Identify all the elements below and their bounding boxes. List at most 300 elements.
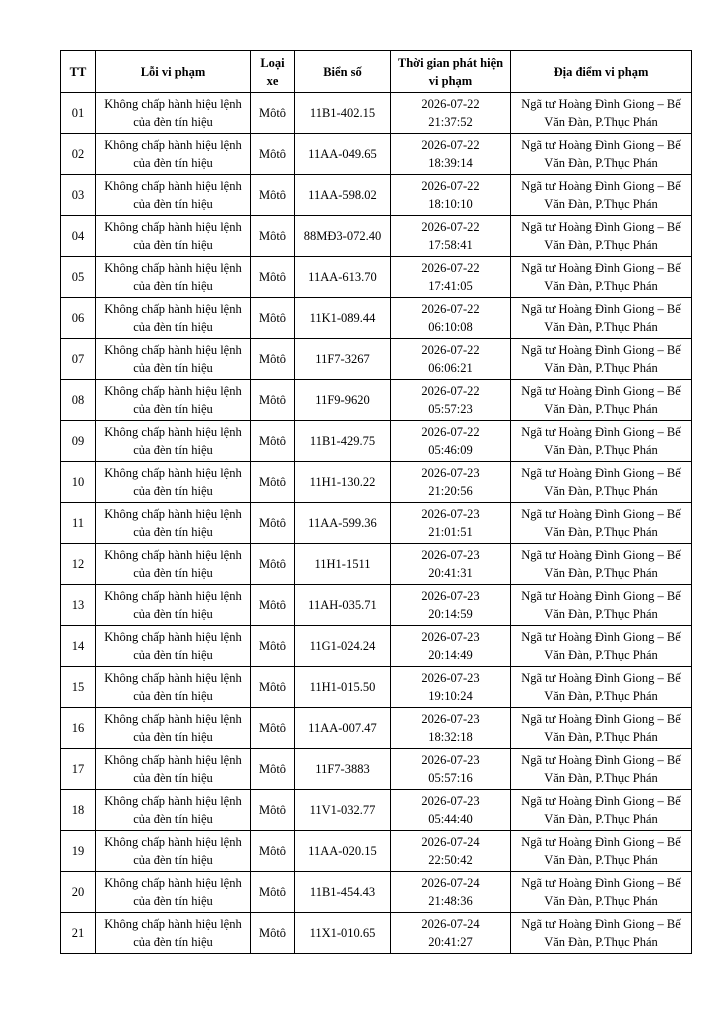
cell-time: [391, 790, 511, 831]
cell-time-time: 18:10:10: [428, 197, 473, 211]
cell-time: [391, 380, 511, 421]
table-row: [61, 749, 692, 790]
cell-violation-violation: Không chấp hành hiệu lệnh của đèn tín hiệu: [104, 343, 242, 375]
cell-tt: [61, 831, 96, 872]
cell-plate: [295, 790, 391, 831]
cell-violation: [96, 585, 251, 626]
cell-tt-tt: 05: [71, 270, 85, 284]
table-row: [61, 93, 692, 134]
cell-location-location: Ngã tư Hoàng Đình Giong – Bế Văn Đàn, P.Thục Phán: [521, 343, 681, 375]
cell-vehicle-type: [251, 749, 295, 790]
cell-plate-plate: 11AH-035.71: [308, 598, 377, 612]
cell-location-location: Ngã tư Hoàng Đình Giong – Bế Văn Đàn, P.Thục Phán: [521, 179, 681, 211]
cell-time-time: 18:39:14: [428, 156, 473, 170]
cell-violation-violation: Không chấp hành hiệu lệnh của đèn tín hiệu: [104, 466, 242, 498]
table-row: [61, 585, 692, 626]
cell-plate-plate: 11B1-402.15: [309, 106, 376, 120]
cell-vehicle-type-vehicle: Môtô: [258, 311, 287, 325]
header-tt: TT: [61, 51, 96, 93]
cell-violation: [96, 339, 251, 380]
cell-location: [511, 462, 692, 503]
cell-violation: [96, 667, 251, 708]
cell-tt: [61, 708, 96, 749]
cell-vehicle-type-vehicle: Môtô: [258, 270, 287, 284]
cell-time: [391, 462, 511, 503]
cell-time-date: 2026-07-23: [421, 507, 480, 521]
cell-time-date: 2026-07-22: [421, 138, 480, 152]
cell-time: [391, 503, 511, 544]
cell-time-date: 2026-07-23: [421, 794, 480, 808]
cell-location: [511, 749, 692, 790]
cell-time-date: 2026-07-23: [421, 589, 480, 603]
cell-tt-tt: 04: [71, 229, 85, 243]
cell-location: [511, 831, 692, 872]
cell-violation: [96, 175, 251, 216]
cell-time-time: 21:01:51: [428, 525, 473, 539]
cell-time: [391, 831, 511, 872]
cell-tt-tt: 19: [71, 844, 85, 858]
cell-tt: [61, 134, 96, 175]
cell-vehicle-type-vehicle: Môtô: [258, 803, 287, 817]
cell-location: [511, 298, 692, 339]
cell-violation-violation: Không chấp hành hiệu lệnh của đèn tín hiệu: [104, 917, 242, 949]
cell-time-time: 05:57:23: [428, 402, 473, 416]
cell-plate: [295, 831, 391, 872]
cell-vehicle-type: [251, 339, 295, 380]
table-body: [61, 93, 692, 954]
cell-location: [511, 872, 692, 913]
cell-vehicle-type-vehicle: Môtô: [258, 844, 287, 858]
cell-time-date: 2026-07-23: [421, 712, 480, 726]
cell-time: [391, 749, 511, 790]
cell-time-time: 21:20:56: [428, 484, 473, 498]
cell-location: [511, 175, 692, 216]
cell-plate-plate: 11AA-613.70: [308, 270, 377, 284]
cell-plate-plate: 11F9-9620: [315, 393, 370, 407]
cell-violation-violation: Không chấp hành hiệu lệnh của đèn tín hiệu: [104, 876, 242, 908]
table-row: [61, 462, 692, 503]
cell-time-date: 2026-07-23: [421, 548, 480, 562]
cell-tt: [61, 257, 96, 298]
cell-plate-plate: 11F7-3267: [315, 352, 370, 366]
cell-vehicle-type: [251, 544, 295, 585]
cell-plate-plate: 11AA-598.02: [308, 188, 377, 202]
table-row: [61, 626, 692, 667]
cell-violation: [96, 544, 251, 585]
cell-violation-violation: Không chấp hành hiệu lệnh của đèn tín hiệu: [104, 261, 242, 293]
cell-plate-plate: 11H1-015.50: [309, 680, 376, 694]
table-row: [61, 790, 692, 831]
cell-violation: [96, 749, 251, 790]
cell-plate: [295, 134, 391, 175]
cell-time-date: 2026-07-24: [421, 835, 480, 849]
cell-time: [391, 913, 511, 954]
cell-time: [391, 421, 511, 462]
cell-plate-plate: 88MĐ3-072.40: [303, 229, 382, 243]
cell-vehicle-type-vehicle: Môtô: [258, 229, 287, 243]
cell-time: [391, 544, 511, 585]
cell-tt-tt: 02: [71, 147, 85, 161]
cell-vehicle-type: [251, 134, 295, 175]
cell-violation: [96, 93, 251, 134]
cell-tt: [61, 339, 96, 380]
cell-tt-tt: 12: [71, 557, 85, 571]
cell-vehicle-type: [251, 790, 295, 831]
cell-plate: [295, 298, 391, 339]
cell-violation-violation: Không chấp hành hiệu lệnh của đèn tín hiệu: [104, 179, 242, 211]
cell-plate: [295, 585, 391, 626]
cell-tt: [61, 749, 96, 790]
cell-violation-violation: Không chấp hành hiệu lệnh của đèn tín hiệu: [104, 138, 242, 170]
cell-tt-tt: 21: [71, 926, 85, 940]
cell-vehicle-type: [251, 626, 295, 667]
cell-tt-tt: 20: [71, 885, 85, 899]
cell-vehicle-type-vehicle: Môtô: [258, 393, 287, 407]
cell-time: [391, 257, 511, 298]
cell-violation: [96, 790, 251, 831]
cell-vehicle-type: [251, 175, 295, 216]
cell-vehicle-type: [251, 831, 295, 872]
cell-violation-violation: Không chấp hành hiệu lệnh của đèn tín hiệu: [104, 507, 242, 539]
cell-location-location: Ngã tư Hoàng Đình Giong – Bế Văn Đàn, P.Thục Phán: [521, 876, 681, 908]
cell-violation-violation: Không chấp hành hiệu lệnh của đèn tín hiệu: [104, 425, 242, 457]
cell-vehicle-type: [251, 257, 295, 298]
cell-time-date: 2026-07-22: [421, 261, 480, 275]
cell-time-date: 2026-07-23: [421, 630, 480, 644]
cell-plate-plate: 11B1-429.75: [309, 434, 376, 448]
cell-location-location: Ngã tư Hoàng Đình Giong – Bế Văn Đàn, P.Thục Phán: [521, 220, 681, 252]
cell-location-location: Ngã tư Hoàng Đình Giong – Bế Văn Đàn, P.Thục Phán: [521, 261, 681, 293]
cell-tt-tt: 15: [71, 680, 85, 694]
cell-violation-violation: Không chấp hành hiệu lệnh của đèn tín hiệu: [104, 384, 242, 416]
table-row: [61, 380, 692, 421]
cell-plate: [295, 913, 391, 954]
table-row: [61, 831, 692, 872]
cell-plate: [295, 462, 391, 503]
cell-vehicle-type: [251, 585, 295, 626]
cell-time-time: 21:48:36: [428, 894, 473, 908]
cell-violation-violation: Không chấp hành hiệu lệnh của đèn tín hiệu: [104, 712, 242, 744]
cell-location: [511, 216, 692, 257]
cell-time: [391, 626, 511, 667]
cell-violation: [96, 462, 251, 503]
header-location: Địa điểm vi phạm: [511, 51, 692, 93]
cell-location-location: Ngã tư Hoàng Đình Giong – Bế Văn Đàn, P.Thục Phán: [521, 384, 681, 416]
cell-violation-violation: Không chấp hành hiệu lệnh của đèn tín hiệu: [104, 220, 242, 252]
cell-plate: [295, 339, 391, 380]
cell-tt-tt: 13: [71, 598, 85, 612]
cell-location: [511, 626, 692, 667]
cell-tt: [61, 462, 96, 503]
cell-location: [511, 913, 692, 954]
cell-plate: [295, 708, 391, 749]
cell-vehicle-type-vehicle: Môtô: [258, 721, 287, 735]
cell-location-location: Ngã tư Hoàng Đình Giong – Bế Văn Đàn, P.Thục Phán: [521, 671, 681, 703]
cell-vehicle-type: [251, 708, 295, 749]
cell-vehicle-type-vehicle: Môtô: [258, 598, 287, 612]
cell-tt: [61, 380, 96, 421]
cell-time-time: 18:32:18: [428, 730, 473, 744]
cell-time-time: 22:50:42: [428, 853, 473, 867]
cell-tt-tt: 06: [71, 311, 85, 325]
cell-plate-plate: 11X1-010.65: [309, 926, 376, 940]
cell-plate: [295, 421, 391, 462]
cell-tt-tt: 18: [71, 803, 85, 817]
cell-tt-tt: 16: [71, 721, 85, 735]
cell-location-location: Ngã tư Hoàng Đình Giong – Bế Văn Đàn, P.Thục Phán: [521, 425, 681, 457]
cell-time-time: 20:14:59: [428, 607, 473, 621]
cell-plate-plate: 11H1-130.22: [309, 475, 376, 489]
cell-plate: [295, 503, 391, 544]
cell-location: [511, 93, 692, 134]
cell-time-time: 20:14:49: [428, 648, 473, 662]
cell-tt: [61, 667, 96, 708]
cell-plate: [295, 544, 391, 585]
cell-plate: [295, 175, 391, 216]
cell-vehicle-type-vehicle: Môtô: [258, 188, 287, 202]
cell-plate-plate: 11G1-024.24: [309, 639, 376, 653]
cell-tt-tt: 10: [71, 475, 85, 489]
cell-time-date: 2026-07-22: [421, 384, 480, 398]
table-header-row: [61, 51, 692, 93]
cell-vehicle-type-vehicle: Môtô: [258, 680, 287, 694]
cell-location: [511, 134, 692, 175]
cell-plate-plate: 11AA-020.15: [308, 844, 377, 858]
cell-location: [511, 585, 692, 626]
cell-time: [391, 339, 511, 380]
cell-time-date: 2026-07-24: [421, 876, 480, 890]
cell-vehicle-type-vehicle: Môtô: [258, 352, 287, 366]
cell-vehicle-type: [251, 462, 295, 503]
cell-vehicle-type-vehicle: Môtô: [258, 639, 287, 653]
cell-violation: [96, 216, 251, 257]
table-row: [61, 503, 692, 544]
cell-violation: [96, 872, 251, 913]
cell-location-location: Ngã tư Hoàng Đình Giong – Bế Văn Đàn, P.Thục Phán: [521, 507, 681, 539]
header-vehicle-type: Loại xe: [251, 51, 295, 93]
cell-violation: [96, 503, 251, 544]
cell-vehicle-type: [251, 298, 295, 339]
cell-vehicle-type: [251, 872, 295, 913]
cell-location-location: Ngã tư Hoàng Đình Giong – Bế Văn Đàn, P.Thục Phán: [521, 466, 681, 498]
cell-time-date: 2026-07-23: [421, 753, 480, 767]
cell-vehicle-type-vehicle: Môtô: [258, 762, 287, 776]
table-row: [61, 872, 692, 913]
cell-time-time: 21:37:52: [428, 115, 473, 129]
cell-plate-plate: 11F7-3883: [315, 762, 370, 776]
cell-violation-violation: Không chấp hành hiệu lệnh của đèn tín hiệu: [104, 835, 242, 867]
cell-tt: [61, 93, 96, 134]
cell-location: [511, 708, 692, 749]
cell-tt: [61, 626, 96, 667]
cell-violation: [96, 913, 251, 954]
cell-location: [511, 421, 692, 462]
cell-tt: [61, 421, 96, 462]
cell-plate: [295, 667, 391, 708]
cell-time: [391, 175, 511, 216]
cell-time-time: 20:41:31: [428, 566, 473, 580]
cell-violation: [96, 626, 251, 667]
cell-plate-plate: 11B1-454.43: [309, 885, 376, 899]
cell-tt-tt: 14: [71, 639, 85, 653]
cell-tt-tt: 08: [71, 393, 85, 407]
cell-vehicle-type-vehicle: Môtô: [258, 434, 287, 448]
cell-location-location: Ngã tư Hoàng Đình Giong – Bế Văn Đàn, P.Thục Phán: [521, 548, 681, 580]
cell-tt-tt: 03: [71, 188, 85, 202]
cell-time-time: 20:41:27: [428, 935, 473, 949]
cell-location-location: Ngã tư Hoàng Đình Giong – Bế Văn Đàn, P.Thục Phán: [521, 138, 681, 170]
cell-time-time: 19:10:24: [428, 689, 473, 703]
cell-tt: [61, 216, 96, 257]
table-row: [61, 216, 692, 257]
cell-violation: [96, 421, 251, 462]
cell-time: [391, 708, 511, 749]
cell-location-location: Ngã tư Hoàng Đình Giong – Bế Văn Đàn, P.Thục Phán: [521, 630, 681, 662]
cell-time-time: 17:58:41: [428, 238, 473, 252]
cell-time: [391, 585, 511, 626]
cell-plate-plate: 11H1-1511: [314, 557, 371, 571]
cell-time-time: 17:41:05: [428, 279, 473, 293]
cell-violation: [96, 298, 251, 339]
cell-location: [511, 790, 692, 831]
cell-violation: [96, 257, 251, 298]
violations-table: [60, 50, 692, 954]
cell-violation-violation: Không chấp hành hiệu lệnh của đèn tín hiệu: [104, 671, 242, 703]
table-row: [61, 421, 692, 462]
cell-plate-plate: 11AA-049.65: [308, 147, 377, 161]
cell-location: [511, 667, 692, 708]
cell-location-location: Ngã tư Hoàng Đình Giong – Bế Văn Đàn, P.Thục Phán: [521, 589, 681, 621]
table-row: [61, 708, 692, 749]
cell-time-date: 2026-07-24: [421, 917, 480, 931]
cell-plate-plate: 11K1-089.44: [309, 311, 376, 325]
cell-time-date: 2026-07-22: [421, 425, 480, 439]
cell-plate: [295, 872, 391, 913]
cell-violation-violation: Không chấp hành hiệu lệnh của đèn tín hiệu: [104, 548, 242, 580]
cell-vehicle-type: [251, 380, 295, 421]
table-row: [61, 667, 692, 708]
cell-plate-plate: 11AA-007.47: [308, 721, 377, 735]
cell-location: [511, 339, 692, 380]
table-row: [61, 257, 692, 298]
cell-time-date: 2026-07-22: [421, 302, 480, 316]
table-row: [61, 913, 692, 954]
cell-vehicle-type: [251, 216, 295, 257]
cell-time: [391, 298, 511, 339]
cell-time-date: 2026-07-22: [421, 97, 480, 111]
cell-time-date: 2026-07-23: [421, 466, 480, 480]
cell-location-location: Ngã tư Hoàng Đình Giong – Bế Văn Đàn, P.Thục Phán: [521, 753, 681, 785]
cell-vehicle-type: [251, 667, 295, 708]
cell-location: [511, 544, 692, 585]
cell-tt: [61, 503, 96, 544]
cell-plate: [295, 749, 391, 790]
cell-time-time: 06:06:21: [428, 361, 473, 375]
table-row: [61, 339, 692, 380]
table-row: [61, 544, 692, 585]
cell-tt: [61, 872, 96, 913]
cell-vehicle-type-vehicle: Môtô: [258, 516, 287, 530]
cell-location-location: Ngã tư Hoàng Đình Giong – Bế Văn Đàn, P.Thục Phán: [521, 917, 681, 949]
cell-time: [391, 216, 511, 257]
cell-tt: [61, 913, 96, 954]
cell-plate: [295, 626, 391, 667]
cell-violation-violation: Không chấp hành hiệu lệnh của đèn tín hiệu: [104, 97, 242, 129]
cell-time-date: 2026-07-23: [421, 671, 480, 685]
cell-location-location: Ngã tư Hoàng Đình Giong – Bế Văn Đàn, P.Thục Phán: [521, 97, 681, 129]
cell-tt-tt: 09: [71, 434, 85, 448]
cell-vehicle-type: [251, 421, 295, 462]
cell-vehicle-type-vehicle: Môtô: [258, 147, 287, 161]
cell-time-time: 06:10:08: [428, 320, 473, 334]
cell-tt-tt: 07: [71, 352, 85, 366]
cell-vehicle-type: [251, 913, 295, 954]
cell-plate: [295, 380, 391, 421]
cell-tt: [61, 585, 96, 626]
cell-violation: [96, 134, 251, 175]
cell-location-location: Ngã tư Hoàng Đình Giong – Bế Văn Đàn, P.Thục Phán: [521, 302, 681, 334]
cell-tt-tt: 17: [71, 762, 85, 776]
cell-plate: [295, 93, 391, 134]
cell-violation-violation: Không chấp hành hiệu lệnh của đèn tín hiệu: [104, 794, 242, 826]
header-time: Thời gian phát hiện vi phạm: [391, 51, 511, 93]
cell-location: [511, 257, 692, 298]
cell-location-location: Ngã tư Hoàng Đình Giong – Bế Văn Đàn, P.Thục Phán: [521, 835, 681, 867]
cell-tt-tt: 11: [71, 516, 85, 530]
cell-violation-violation: Không chấp hành hiệu lệnh của đèn tín hiệu: [104, 589, 242, 621]
cell-vehicle-type-vehicle: Môtô: [258, 926, 287, 940]
cell-location-location: Ngã tư Hoàng Đình Giong – Bế Văn Đàn, P.Thục Phán: [521, 712, 681, 744]
cell-time: [391, 667, 511, 708]
table-row: [61, 175, 692, 216]
cell-time: [391, 134, 511, 175]
cell-time: [391, 872, 511, 913]
cell-plate-plate: 11V1-032.77: [309, 803, 376, 817]
cell-location: [511, 503, 692, 544]
cell-violation-violation: Không chấp hành hiệu lệnh của đèn tín hiệu: [104, 753, 242, 785]
cell-time-time: 05:46:09: [428, 443, 473, 457]
cell-plate-plate: 11AA-599.36: [308, 516, 377, 530]
cell-violation-violation: Không chấp hành hiệu lệnh của đèn tín hiệu: [104, 630, 242, 662]
cell-tt-tt: 01: [71, 106, 85, 120]
cell-vehicle-type-vehicle: Môtô: [258, 885, 287, 899]
cell-tt: [61, 790, 96, 831]
cell-violation-violation: Không chấp hành hiệu lệnh của đèn tín hiệu: [104, 302, 242, 334]
cell-tt: [61, 298, 96, 339]
header-violation: Lỗi vi phạm: [96, 51, 251, 93]
cell-tt: [61, 544, 96, 585]
cell-violation: [96, 831, 251, 872]
cell-plate: [295, 257, 391, 298]
cell-location: [511, 380, 692, 421]
cell-time-date: 2026-07-22: [421, 343, 480, 357]
cell-time-time: 05:57:16: [428, 771, 473, 785]
cell-vehicle-type-vehicle: Môtô: [258, 106, 287, 120]
cell-tt: [61, 175, 96, 216]
cell-time-date: 2026-07-22: [421, 179, 480, 193]
cell-location-location: Ngã tư Hoàng Đình Giong – Bế Văn Đàn, P.Thục Phán: [521, 794, 681, 826]
cell-vehicle-type-vehicle: Môtô: [258, 557, 287, 571]
cell-plate: [295, 216, 391, 257]
cell-time-time: 05:44:40: [428, 812, 473, 826]
cell-vehicle-type-vehicle: Môtô: [258, 475, 287, 489]
table-row: [61, 298, 692, 339]
cell-vehicle-type: [251, 503, 295, 544]
table-row: [61, 134, 692, 175]
cell-violation: [96, 708, 251, 749]
header-plate: Biển số: [295, 51, 391, 93]
cell-time: [391, 93, 511, 134]
